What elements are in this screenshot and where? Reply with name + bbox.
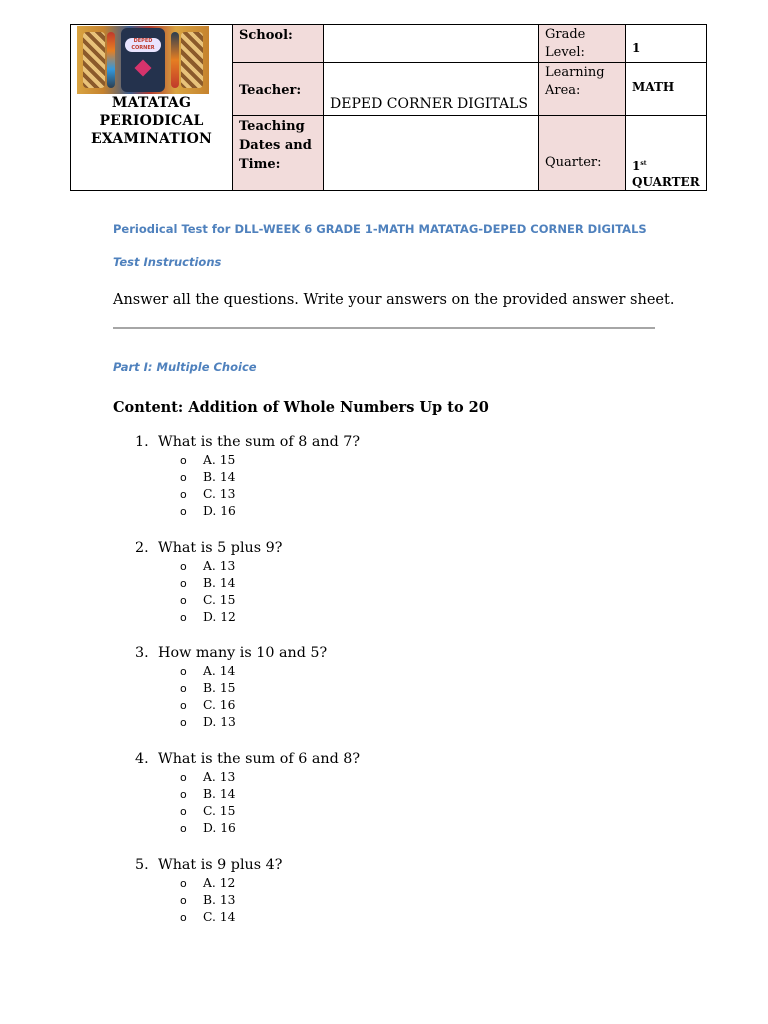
question-text: What is the sum of 6 and 8? [158, 751, 361, 767]
question-number: 1. [135, 434, 149, 450]
part-heading: Part I: Multiple Choice [113, 360, 257, 374]
bullet-icon: o [180, 665, 187, 678]
question-2 [135, 540, 282, 556]
bullet-icon: o [180, 699, 187, 712]
school-value [324, 25, 538, 26]
document-title: Periodical Test for DLL-WEEK 6 GRADE 1-MATH MATATAG-DEPED CORNER DIGITALS [113, 222, 647, 236]
bullet-icon: o [180, 877, 187, 890]
bullet-icon: o [180, 560, 187, 573]
grade-value: 1 [632, 41, 641, 55]
answer-option [180, 714, 236, 731]
quarter-label-cell [539, 116, 626, 191]
area-value-cell [626, 63, 707, 116]
header-table [70, 24, 707, 191]
option-text: C. 15 [203, 804, 236, 818]
answer-option [180, 909, 235, 926]
grade-value-cell [626, 25, 707, 63]
bullet-icon: o [180, 894, 187, 907]
answer-option [180, 609, 236, 626]
option-text: B. 15 [203, 681, 236, 695]
answer-option [180, 892, 236, 909]
quarter-value-cell [626, 116, 707, 191]
bullet-icon: o [180, 682, 187, 695]
instructions-text: Answer all the questions. Write your answers on the provided answer sheet. [113, 292, 675, 308]
content-heading: Content: Addition of Whole Numbers Up to 20 [113, 399, 489, 416]
answer-option [180, 486, 235, 503]
question-text: What is 9 plus 4? [158, 857, 283, 873]
teacher-value-cell [324, 63, 539, 116]
question-text: How many is 10 and 5? [158, 645, 328, 661]
grade-label: Grade Level: [545, 27, 586, 60]
question-3 [135, 645, 327, 661]
bullet-icon: o [180, 577, 187, 590]
answer-option [180, 503, 236, 520]
answer-option [180, 469, 236, 486]
answer-option [180, 663, 235, 680]
option-text: B. 13 [203, 893, 236, 907]
answer-option [180, 452, 235, 469]
logo-cell [71, 25, 233, 191]
bullet-icon: o [180, 771, 187, 784]
question-1 [135, 434, 360, 450]
answer-option [180, 558, 235, 575]
bullet-icon: o [180, 488, 187, 501]
bullet-icon: o [180, 788, 187, 801]
option-text: B. 14 [203, 787, 236, 801]
exam-title: MATATAG PERIODICAL EXAMINATION [91, 95, 212, 147]
answer-option [180, 769, 235, 786]
option-text: D. 13 [203, 715, 236, 729]
question-number: 5. [135, 857, 149, 873]
answer-option [180, 786, 236, 803]
answer-option [180, 592, 235, 609]
teacher-value: DEPED CORNER DIGITALS [330, 96, 528, 112]
option-text: C. 16 [203, 698, 236, 712]
question-number: 4. [135, 751, 149, 767]
horizontal-rule [113, 327, 655, 329]
option-text: B. 14 [203, 576, 236, 590]
bullet-icon: o [180, 911, 187, 924]
answer-option [180, 875, 235, 892]
question-5 [135, 857, 282, 873]
deped-corner-logo [77, 26, 209, 94]
option-text: B. 14 [203, 470, 236, 484]
area-value: MATH [632, 80, 675, 94]
answer-option [180, 680, 236, 697]
option-text: A. 13 [203, 559, 236, 573]
question-4 [135, 751, 360, 767]
bullet-icon: o [180, 611, 187, 624]
option-text: D. 16 [203, 504, 236, 518]
quarter-value: 1st QUARTER [632, 159, 700, 189]
option-text: A. 13 [203, 770, 236, 784]
question-number: 3. [135, 645, 149, 661]
bullet-icon: o [180, 805, 187, 818]
logo-text: DEPED CORNER [125, 38, 161, 52]
school-label: School: [239, 28, 293, 43]
dates-label-cell [233, 116, 324, 191]
option-text: D. 16 [203, 821, 236, 835]
teacher-label: Teacher: [239, 83, 302, 98]
question-text: What is 5 plus 9? [158, 540, 283, 556]
option-text: A. 14 [203, 664, 236, 678]
instructions-heading: Test Instructions [113, 255, 222, 269]
school-value-cell [324, 25, 539, 63]
bullet-icon: o [180, 471, 187, 484]
area-label: Learning Area: [545, 65, 605, 98]
area-label-cell [539, 63, 626, 116]
teacher-label-cell [233, 63, 324, 116]
question-number: 2. [135, 540, 149, 556]
option-text: A. 15 [203, 453, 236, 467]
dates-label: Teaching Dates and Time: [239, 119, 312, 172]
bullet-icon: o [180, 716, 187, 729]
option-text: D. 12 [203, 610, 236, 624]
bullet-icon: o [180, 594, 187, 607]
option-text: C. 15 [203, 593, 236, 607]
option-text: C. 14 [203, 910, 236, 924]
answer-option [180, 803, 235, 820]
grade-label-cell [539, 25, 626, 63]
quarter-label: Quarter: [545, 155, 602, 170]
question-text: What is the sum of 8 and 7? [158, 434, 361, 450]
answer-option [180, 575, 236, 592]
option-text: A. 12 [203, 876, 236, 890]
school-label-cell [233, 25, 324, 63]
answer-option [180, 697, 235, 714]
dates-value [324, 116, 538, 117]
bullet-icon: o [180, 822, 187, 835]
bullet-icon: o [180, 505, 187, 518]
dates-value-cell [324, 116, 539, 191]
bullet-icon: o [180, 454, 187, 467]
answer-option [180, 820, 236, 837]
option-text: C. 13 [203, 487, 236, 501]
